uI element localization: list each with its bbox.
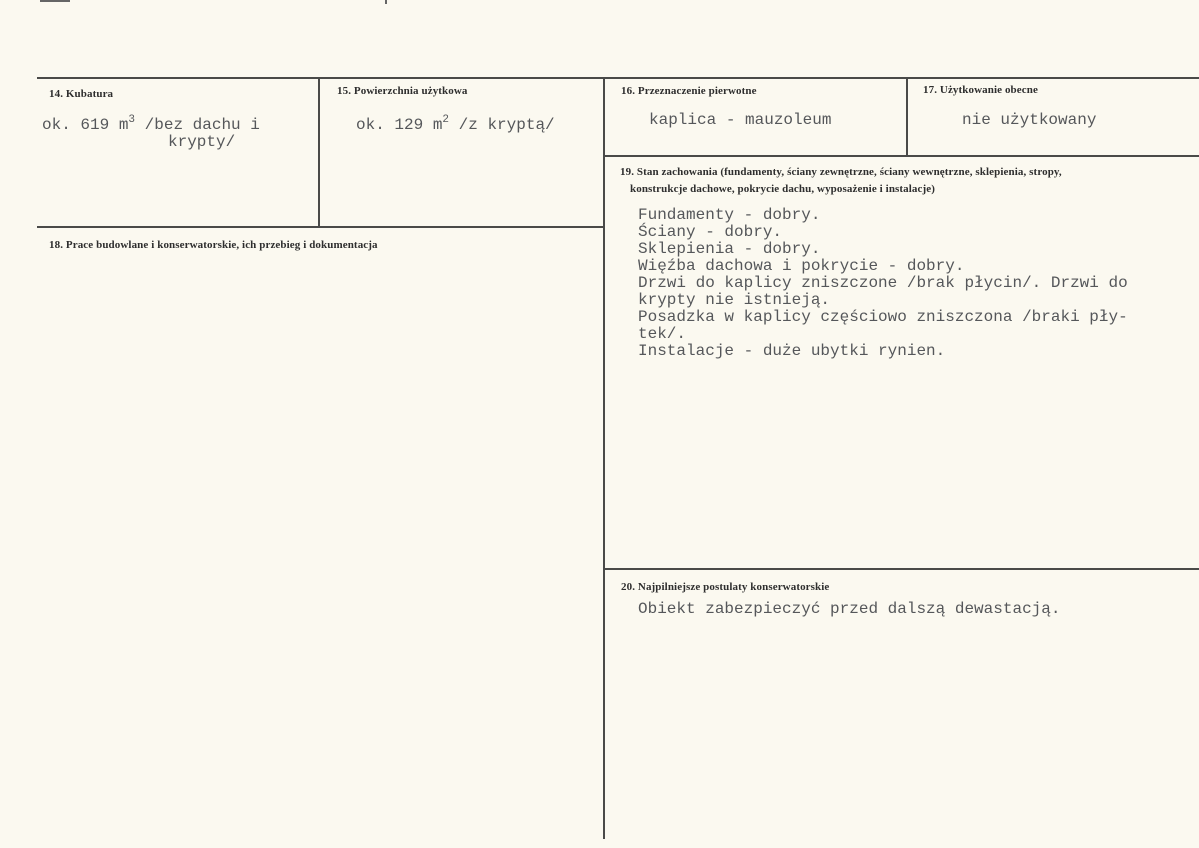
stan-line: tek/.: [638, 325, 687, 343]
field-label-stan-line1: 19. Stan zachowania (fundamenty, ściany zewnętrzne, ściany wewnętrzne, sklepienia, stropy,: [620, 166, 1062, 178]
stan-line: Posadzka w kaplicy częściowo zniszczona /braki pły-: [638, 308, 1128, 326]
field-label-prace: 18. Prace budowlane i konserwatorskie, ich przebieg i dokumentacja: [49, 239, 378, 251]
kubatura-value-prefix: ok. 619 m: [42, 116, 129, 134]
field-value-postulaty: Obiekt zabezpieczyć przed dalszą dewastacją.: [638, 600, 1061, 618]
field-value-kubatura-line2: krypty/: [168, 133, 236, 151]
column-divider-14-15: [318, 77, 320, 227]
field-label-uzytkowanie: 17. Użytkowanie obecne: [923, 84, 1038, 96]
stan-line: Fundamenty - dobry.: [638, 206, 821, 224]
stan-line: krypty nie istnieją.: [638, 291, 831, 309]
top-edge-mark-left: [40, 0, 70, 2]
row-divider-14-18: [37, 226, 605, 228]
field-label-postulaty: 20. Najpilniejsze postulaty konserwatorskie: [621, 581, 830, 593]
powierzchnia-value-prefix: ok. 129 m: [356, 116, 443, 134]
stan-line: Ściany - dobry.: [638, 223, 783, 241]
top-edge-mark-center: [385, 0, 387, 4]
stan-line: Sklepienia - dobry.: [638, 240, 821, 258]
field-value-przeznaczenie: kaplica - mauzoleum: [649, 111, 832, 129]
field-label-powierzchnia: 15. Powierzchnia użytkowa: [337, 85, 468, 97]
field-value-powierzchnia: [356, 114, 555, 134]
field-label-kubatura: 14. Kubatura: [49, 88, 114, 100]
field-label-przeznaczenie: 16. Przeznaczenie pierwotne: [621, 85, 757, 97]
kubatura-value-suffix: /bez dachu i: [135, 116, 260, 134]
row-divider-19-20: [604, 568, 1199, 570]
powierzchnia-unit-exponent: 2: [442, 114, 450, 126]
powierzchnia-value-suffix: /z kryptą/: [449, 116, 555, 134]
field-value-kubatura: [42, 114, 260, 134]
form-top-border: [37, 77, 1199, 79]
row-divider-16-17: [604, 155, 1199, 157]
column-divider-16-17: [906, 77, 908, 156]
stan-line: Drzwi do kaplicy zniszczone /brak płycin/. Drzwi do: [638, 274, 1128, 292]
stan-line: Więźba dachowa i pokrycie - dobry.: [638, 257, 965, 275]
stan-line: Instalacje - duże ubytki rynien.: [638, 342, 946, 360]
column-divider-main: [603, 77, 605, 839]
field-value-uzytkowanie: nie użytkowany: [962, 111, 1097, 129]
field-label-stan-line2: konstrukcje dachowe, pokrycie dachu, wyposażenie i instalacje): [630, 183, 936, 195]
kubatura-unit-exponent: 3: [128, 114, 136, 126]
